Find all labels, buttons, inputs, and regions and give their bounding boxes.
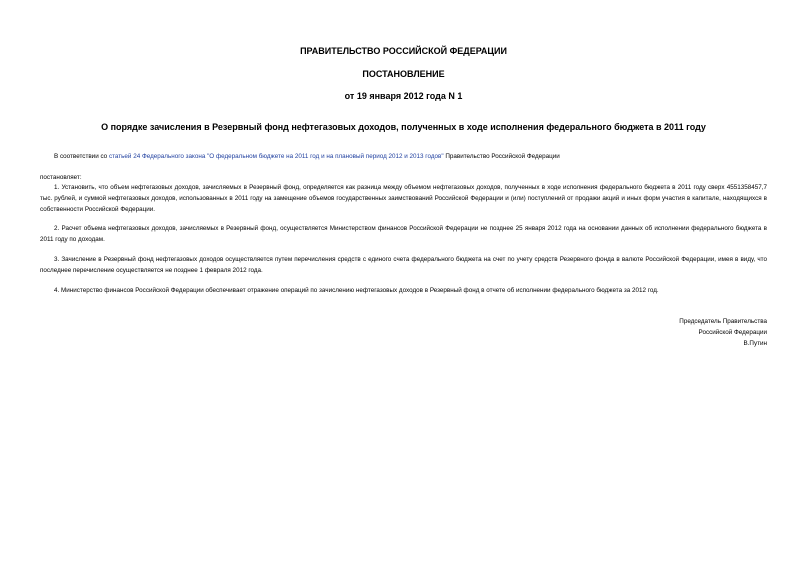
- law-article-link[interactable]: статьей 24 Федерального закона "О федеральном бюджете на 2011 год и на плановый период 2012 и 2013 годов": [108, 153, 444, 160]
- document-type-heading: ПОСТАНОВЛЕНИЕ: [362, 69, 445, 79]
- resolves-line: постановляет:: [40, 174, 82, 181]
- government-heading: ПРАВИТЕЛЬСТВО РОССИЙСКОЙ ФЕДЕРАЦИИ: [300, 46, 507, 56]
- item-4-paragraph: 4. Министерство финансов Российской Федерации обеспечивает отражение операций по зачислению нефтегазовых доходов в Резервный фонд в отчете об исполнении федерального бюджета за 2012 год.: [54, 287, 659, 294]
- item-1-paragraph: 1. Установить, что объем нефтегазовых доходов, зачисляемых в Резервный фонд, определяется как разница между объемом нефтегазовых доходов, полученных в ходе исполнения федерального бюджета в 2011 году сверх 4551358457,7 тыс. рублей, и суммой нефтегазовых доходов, использованных в 2011 году на замещение объемов государственных заимствований Российской Федерации и (или) поступлений от продажи акций и иных форм участия в капитале, находящихся в собственности Российской Федерации.: [40, 184, 767, 213]
- preamble-text-before: В соответствии со: [54, 153, 109, 160]
- date-number-heading: от 19 января 2012 года N 1: [344, 91, 463, 101]
- signature-position: Председатель Правительства: [679, 318, 767, 325]
- preamble-text-after: Правительство Российской Федерации: [443, 153, 560, 160]
- signature-block: [467, 316, 767, 349]
- signature-country: Российской Федерации: [698, 329, 767, 336]
- item-3-paragraph: 3. Зачисление в Резервный фонд нефтегазовых доходов осуществляется путем перечисления средств с единого счета федерального бюджета на счет по учету средств Резервного фонда в валюте Российской Федерации, имея в виду, что последнее перечисление осуществляется не позднее 1 февраля 2012 года.: [40, 256, 767, 274]
- preamble-paragraph: [40, 151, 767, 162]
- item-2-paragraph: 2. Расчет объема нефтегазовых доходов, зачисляемых в Резервный фонд, осуществляется Министерством финансов Российской Федерации не позднее 25 января 2012 года на основании данных об исполнении федерального бюджета в 2011 году по доходам.: [40, 225, 767, 243]
- signature-name: В.Путин: [743, 340, 767, 347]
- document-title: О порядке зачисления в Резервный фонд нефтегазовых доходов, полученных в ходе исполнения федерального бюджета в 2011 году: [101, 122, 706, 132]
